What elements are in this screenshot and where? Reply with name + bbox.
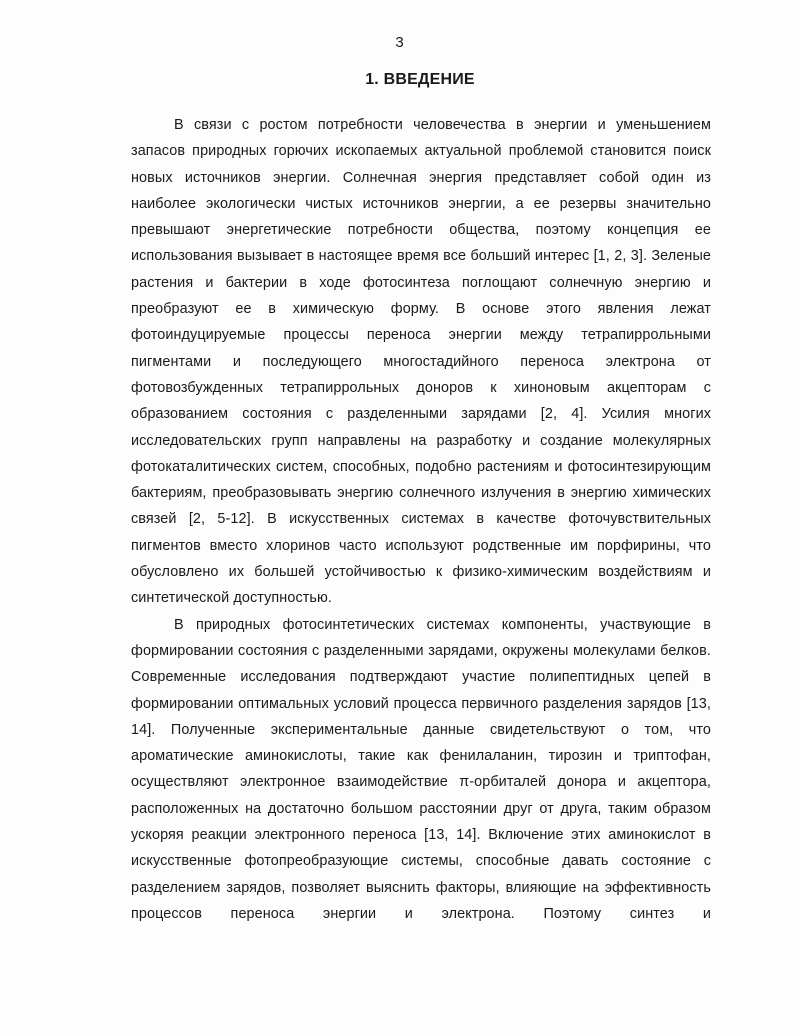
body-text — [131, 112, 711, 927]
paragraph-1: В связи с ростом потребности человечества в энергии и уменьшением запасов природных горючих ископаемых актуальной проблемой становится поиск новых источников энергии. Солнечная энергия представляет собой один из наиболее экологически чистых источников энергии, а ее резервы значительно превышают энергетические потребности общества, поэтому концепция ее использования вызывает в настоящее время все больший интерес [1, 2, 3]. Зеленые растения и бактерии в ходе фотосинтеза поглощают солнечную энергию и преобразуют ее в химическую форму. В основе этого явления лежат фотоиндуцируемые процессы переноса энергии между тетрапиррольными пигментами и последующего многостадийного переноса электрона от фотовозбужденных тетрапиррольных доноров к хиноновым акцепторам с образованием состояния с разделенными зарядами [2, 4]. Усилия многих исследовательских групп направлены на разработку и создание молекулярных фотокаталитических систем, способных, подобно растениям и фотосинтезирующим бактериям, преобразовывать энергию солнечного излучения в энергию химических связей [2, 5-12]. В искусственных системах в качестве фоточувствительных пигментов вместо хлоринов часто используют родственные им порфирины, что обусловлено их большей устойчивостью к физико-химическим воздействиям и синтетической доступностью. — [131, 117, 711, 607]
section-heading: 1. ВВЕДЕНИЕ — [365, 71, 475, 88]
page-number: 3 — [395, 34, 404, 51]
paragraph-2: В природных фотосинтетических системах компоненты, участвующие в формировании состояния с разделенными зарядами, окружены молекулами белков. Современные исследования подтверждают участие полипептидных цепей в формировании оптимальных условий процесса первичного разделения зарядов [13, 14]. Полученные экспериментальные данные свидетельствуют о том, что ароматические аминокислоты, такие как фенилаланин, тирозин и триптофан, осуществляют электронное взаимодействие π-орбиталей донора и акцептора, расположенных на достаточно большом расстоянии друг от друга, таким образом ускоряя реакции электронного переноса [13, 14]. Включение этих аминокислот в искусственные фотопреобразующие системы, способные давать состояние с разделением зарядов, позволяет выяснить факторы, влияющие на эффективность процессов переноса энергии и электрона. Поэтому синтез и — [131, 616, 711, 922]
